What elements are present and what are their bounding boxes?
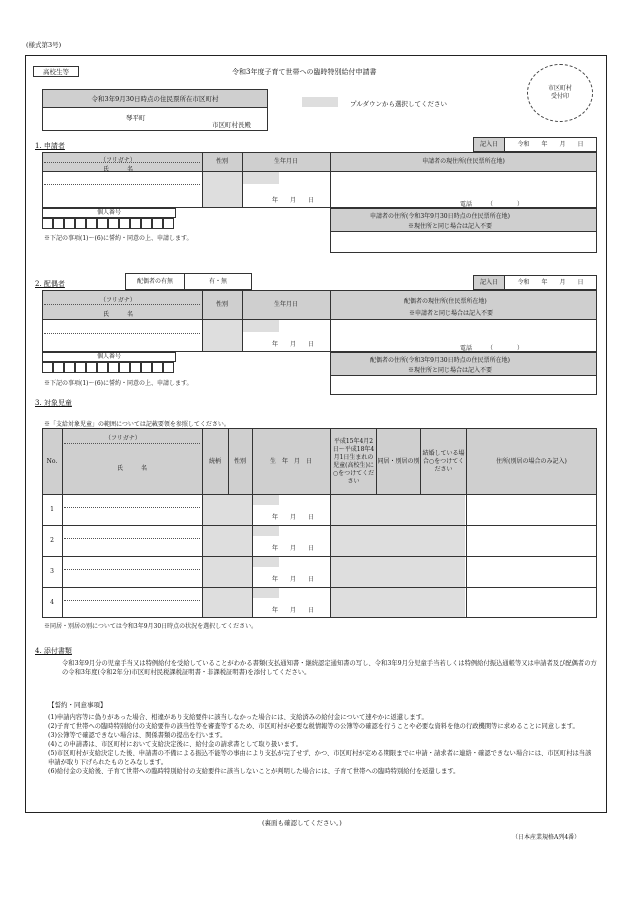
- pledge-list: [48, 713, 596, 776]
- spouse-furigana-label: （フリガナ）: [100, 297, 136, 304]
- applicant-addr2-label: 申請者の住所(令和3年9月30日時点の住民票所在地): [370, 213, 510, 220]
- spouse-gender-label: 性別: [215, 301, 228, 308]
- applicant-id-label: 個人番号: [42, 208, 176, 218]
- spouse-address-note: ※申請者と同じ場合は記入不要: [409, 310, 494, 317]
- child-birth-ymd[interactable]: 年 月 日: [272, 607, 315, 614]
- children-footnote: ※同居・別居の別については令和3年9月30日時点の状況を選択してください。: [44, 623, 258, 630]
- footer-standard: （日本産業規格A列4番）: [512, 834, 581, 841]
- child-era-select[interactable]: [253, 495, 279, 505]
- mayor-label: 市区町村長殿: [212, 121, 251, 129]
- applicant-birth-ymd[interactable]: 年 月 日: [272, 197, 315, 204]
- applicant-address-label: 申請者の現住所(住民票所在地): [422, 158, 505, 165]
- child-era-select[interactable]: [253, 526, 279, 536]
- spouse-addr2-field[interactable]: [330, 375, 597, 395]
- applicant-entry-date[interactable]: 令和 年 月 日: [504, 137, 597, 152]
- applicant-birth-label: 生年月日: [273, 158, 298, 165]
- spouse-furigana-input[interactable]: [44, 333, 200, 334]
- applicant-name-label: 氏 名: [103, 166, 134, 173]
- applicant-gender-select[interactable]: [203, 172, 242, 207]
- children-header-line: [42, 494, 597, 495]
- spouse-addr2-label: 配偶者の住所(令和3年9月30日時点の住民票所在地): [370, 357, 510, 364]
- spouse-id-label: 個人番号: [42, 352, 176, 362]
- child-row-2-divider: [42, 556, 597, 557]
- child-relation-select[interactable]: [203, 526, 252, 556]
- attachments-body: 令和3年9月分の児童手当又は特例給付を受給していることがわかる書類(支払通知書・継続認定通知書の写し、令和3年9月分児童手当若しくは特例給付振込通帳等又は申請者及び配偶者の方の令和3年度(令和2年分)市区町村民税課税証明書・非課税証明書)を添付してください。: [62, 660, 597, 676]
- applicant-phone[interactable]: 電話 （ ）: [460, 201, 524, 208]
- spouse-consent-note: ※下記の事項(1)～(6)に誓約・同意の上、申請します。: [44, 380, 193, 387]
- form-number: (様式第3号): [26, 41, 62, 49]
- spouse-addr2-note: ※現住所と同じ場合は記入不要: [408, 367, 493, 374]
- child-furigana-line[interactable]: [64, 507, 200, 508]
- spouse-presence-select[interactable]: 有・無: [184, 273, 252, 290]
- spouse-header-line: [42, 319, 597, 320]
- child-check-select[interactable]: [331, 495, 465, 525]
- spouse-era-select[interactable]: [243, 320, 279, 332]
- attachments-section-title: 4. 添付書類: [35, 647, 72, 655]
- children-col-check: 平成15年4月2日～平成18年4月1日生まれの児童(高校生)に○をつけてください: [332, 437, 375, 485]
- dropdown-hint: プルダウンから選択してください: [350, 100, 447, 108]
- spouse-birth-label: 生年月日: [273, 301, 298, 308]
- applicant-section-title: 1. 申請者: [35, 142, 65, 150]
- spouse-id-boxes[interactable]: [42, 362, 182, 374]
- child-check-select[interactable]: [331, 588, 465, 617]
- child-row-1-divider: [42, 525, 597, 526]
- form-title: 令和3年度子育て世帯への臨時特別給付申請書: [232, 68, 377, 76]
- children-col-name: 氏 名: [116, 465, 147, 472]
- spouse-furigana-divider: [44, 304, 200, 305]
- children-col-relation: 続柄: [208, 457, 221, 465]
- child-check-select[interactable]: [331, 557, 465, 587]
- child-row-3-divider: [42, 587, 597, 588]
- child-era-select[interactable]: [253, 557, 279, 567]
- applicant-furigana-label: （フリガナ）: [100, 157, 136, 164]
- child-birth-ymd[interactable]: 年 月 日: [272, 545, 315, 552]
- children-col-birth: 生 年 月 日: [269, 457, 312, 465]
- children-col-furigana: （フリガナ）: [105, 435, 141, 442]
- applicant-furigana-input[interactable]: [44, 184, 200, 185]
- footer-note: (裏面も確認してください。): [262, 819, 342, 827]
- children-col-no: No.: [46, 457, 58, 465]
- spouse-birth-ymd[interactable]: 年 月 日: [272, 341, 315, 348]
- children-col-gender: 性別: [233, 457, 246, 465]
- children-range-note: ※「支給対象児童」の範囲については記載要領を参照してください。: [44, 421, 230, 428]
- pledge-item-6: (6)給付金の支給後、子育て世帯への臨時特別給付の支給要件に該当しないことが判明した場合には、子育て世帯への臨時特別給付を返還します。: [48, 768, 460, 775]
- municipality-label: 令和3年9月30日時点の住民票所在市区町村: [42, 89, 268, 108]
- spouse-address-label: 配偶者の現住所(住民票所在地): [404, 298, 487, 305]
- children-col-married: 結婚している場合○をつけてください: [422, 449, 465, 473]
- applicant-era-select[interactable]: [243, 172, 279, 184]
- applicant-addr2-note: ※現住所と同じ場合は記入不要: [408, 223, 493, 230]
- spouse-entry-date-label: 記入日: [473, 275, 505, 290]
- spouse-name-label: 氏 名: [103, 311, 134, 318]
- child-row-number: 4: [50, 599, 54, 606]
- applicant-addr2-field[interactable]: [330, 231, 597, 253]
- spouse-gender-select[interactable]: [203, 320, 242, 351]
- children-section-title: 3. 対象児童: [35, 399, 72, 407]
- child-relation-select[interactable]: [203, 588, 252, 617]
- child-furigana-line[interactable]: [64, 600, 200, 601]
- child-row-number: 2: [50, 537, 54, 544]
- spouse-presence-label: 配偶者の有無: [125, 273, 185, 290]
- spouse-col-line-3: [330, 290, 331, 352]
- pledge-item-4: (4)この申請書は、市区町村において支給決定後に、給付金の請求書として取り扱います。: [48, 741, 302, 748]
- pledge-item-2: (2)子育て世帯への臨時特別給付の支給要件の該当性等を審査等するため、市区町村が必要な税情報等の公簿等の確認を行うことや必要な資料を他の行政機関等に求めることに同意します。: [48, 723, 579, 730]
- child-furigana-line[interactable]: [64, 569, 200, 570]
- spouse-section-title: 2. 配偶者: [35, 280, 65, 288]
- municipality-value[interactable]: 琴平町: [126, 114, 146, 122]
- child-relation-select[interactable]: [203, 495, 252, 525]
- dropdown-legend-swatch: [302, 97, 338, 107]
- applicant-id-boxes[interactable]: [42, 218, 182, 230]
- pledge-item-3: (3)公簿等で確認できない場合は、関係書類の提出を行います。: [48, 732, 227, 739]
- child-check-select[interactable]: [331, 526, 465, 556]
- pledge-title: 【誓約・同意事項】: [48, 701, 107, 709]
- form-type-badge: 高校生等: [33, 66, 79, 77]
- spouse-entry-date[interactable]: 令和 年 月 日: [504, 275, 597, 290]
- child-birth-ymd[interactable]: 年 月 日: [272, 576, 315, 583]
- pledge-item-1: (1)申請内容等に偽りがあった場合、相違があり支給要件に該当しなかった場合には、支給済みの給付金について速やかに返還します。: [48, 714, 428, 721]
- children-col-address: 住所(別居の場合のみ記入): [496, 457, 567, 465]
- reception-stamp: 市区町村 受付印: [527, 64, 593, 122]
- child-era-select[interactable]: [253, 588, 279, 598]
- spouse-phone[interactable]: 電話 （ ）: [460, 345, 524, 352]
- children-col-cohab: 同居・別居の別: [377, 457, 420, 465]
- child-row-number: 1: [50, 506, 54, 513]
- child-relation-select[interactable]: [203, 557, 252, 587]
- applicant-gender-label: 性別: [215, 158, 228, 165]
- child-furigana-line[interactable]: [64, 538, 200, 539]
- child-row-number: 3: [50, 568, 54, 575]
- applicant-entry-date-label: 記入日: [473, 137, 505, 152]
- pledge-item-5: (5)市区町村が支給決定した後、申請書の不備による振込不能等の事由により支払が完了せず、かつ、市区町村が定める期限までに申請・請求者に連絡・確認できない場合には、市区町村は当該申請が取り下げられたものとみなします。: [48, 750, 592, 766]
- applicant-consent-note: ※下記の事項(1)～(6)に誓約・同意の上、申請します。: [44, 235, 193, 242]
- child-birth-ymd[interactable]: 年 月 日: [272, 514, 315, 521]
